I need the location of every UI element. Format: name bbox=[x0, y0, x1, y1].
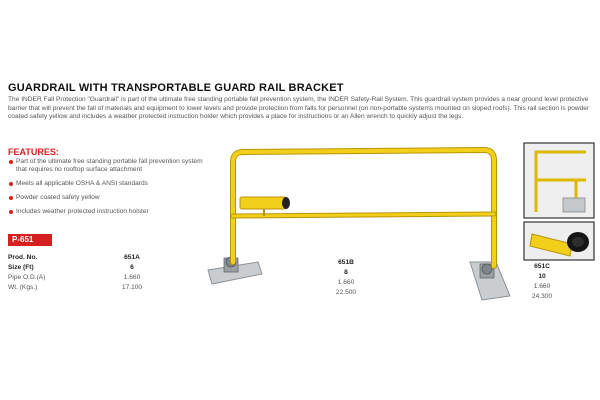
weight-value: 22.500 bbox=[335, 289, 357, 296]
pipe-od-value: 1.660 bbox=[533, 283, 551, 290]
size-value: 6 bbox=[130, 264, 134, 271]
label-weight: Wt. (Kgs.) bbox=[8, 284, 38, 291]
feature-item: Meets all applicable OSHA & ANSI standards bbox=[8, 180, 213, 188]
prod-no-value: 651B bbox=[338, 259, 354, 266]
feature-item: Powder coated safety yellow bbox=[8, 194, 213, 202]
feature-item: Includes weather protected instruction holster bbox=[8, 208, 213, 216]
weight-value: 24.300 bbox=[531, 293, 553, 300]
product-code-badge: P-651 bbox=[8, 234, 52, 246]
label-pipe-od: Pipe O.D.(A) bbox=[8, 274, 46, 281]
label-size: Size (Ft) bbox=[8, 264, 34, 271]
feature-item: Part of the ultimate free standing portable fall prevention system that requires no rooftop surface attachment bbox=[8, 158, 213, 174]
product-description: The INDER Fall Protection "Guardrail" is part of the ultimate free standing portable fall prevention system, the INDER Safety-Rail System. This guardrail system provides a near ground level protective barrier that will prevent the fall of materials and equipment to lower levels and provide protection from falls for personnel (on non-portable systems mounted on sloped roofs). This rail section is powder coated safety yellow and includes a weather protected instruction holder which provides a place for instructions or an Allen wrench to quickly adjust the legs. bbox=[8, 96, 590, 121]
prod-no-value: 651C bbox=[534, 263, 550, 270]
prod-no-value: 651A bbox=[124, 254, 140, 261]
size-value: 10 bbox=[538, 273, 546, 280]
inset-photo-bottom bbox=[524, 222, 594, 260]
weight-value: 17.100 bbox=[121, 284, 143, 291]
pipe-od-value: 1.660 bbox=[337, 279, 355, 286]
features-heading: FEATURES: bbox=[8, 147, 59, 157]
inset-photo-top bbox=[524, 143, 594, 218]
page-title: GUARDRAIL WITH TRANSPORTABLE GUARD RAIL BRACKET bbox=[8, 82, 344, 94]
label-prod-no: Prod. No. bbox=[8, 254, 38, 261]
pipe-od-value: 1.660 bbox=[123, 274, 141, 281]
right-base-plate bbox=[470, 262, 510, 300]
size-value: 8 bbox=[344, 269, 348, 276]
